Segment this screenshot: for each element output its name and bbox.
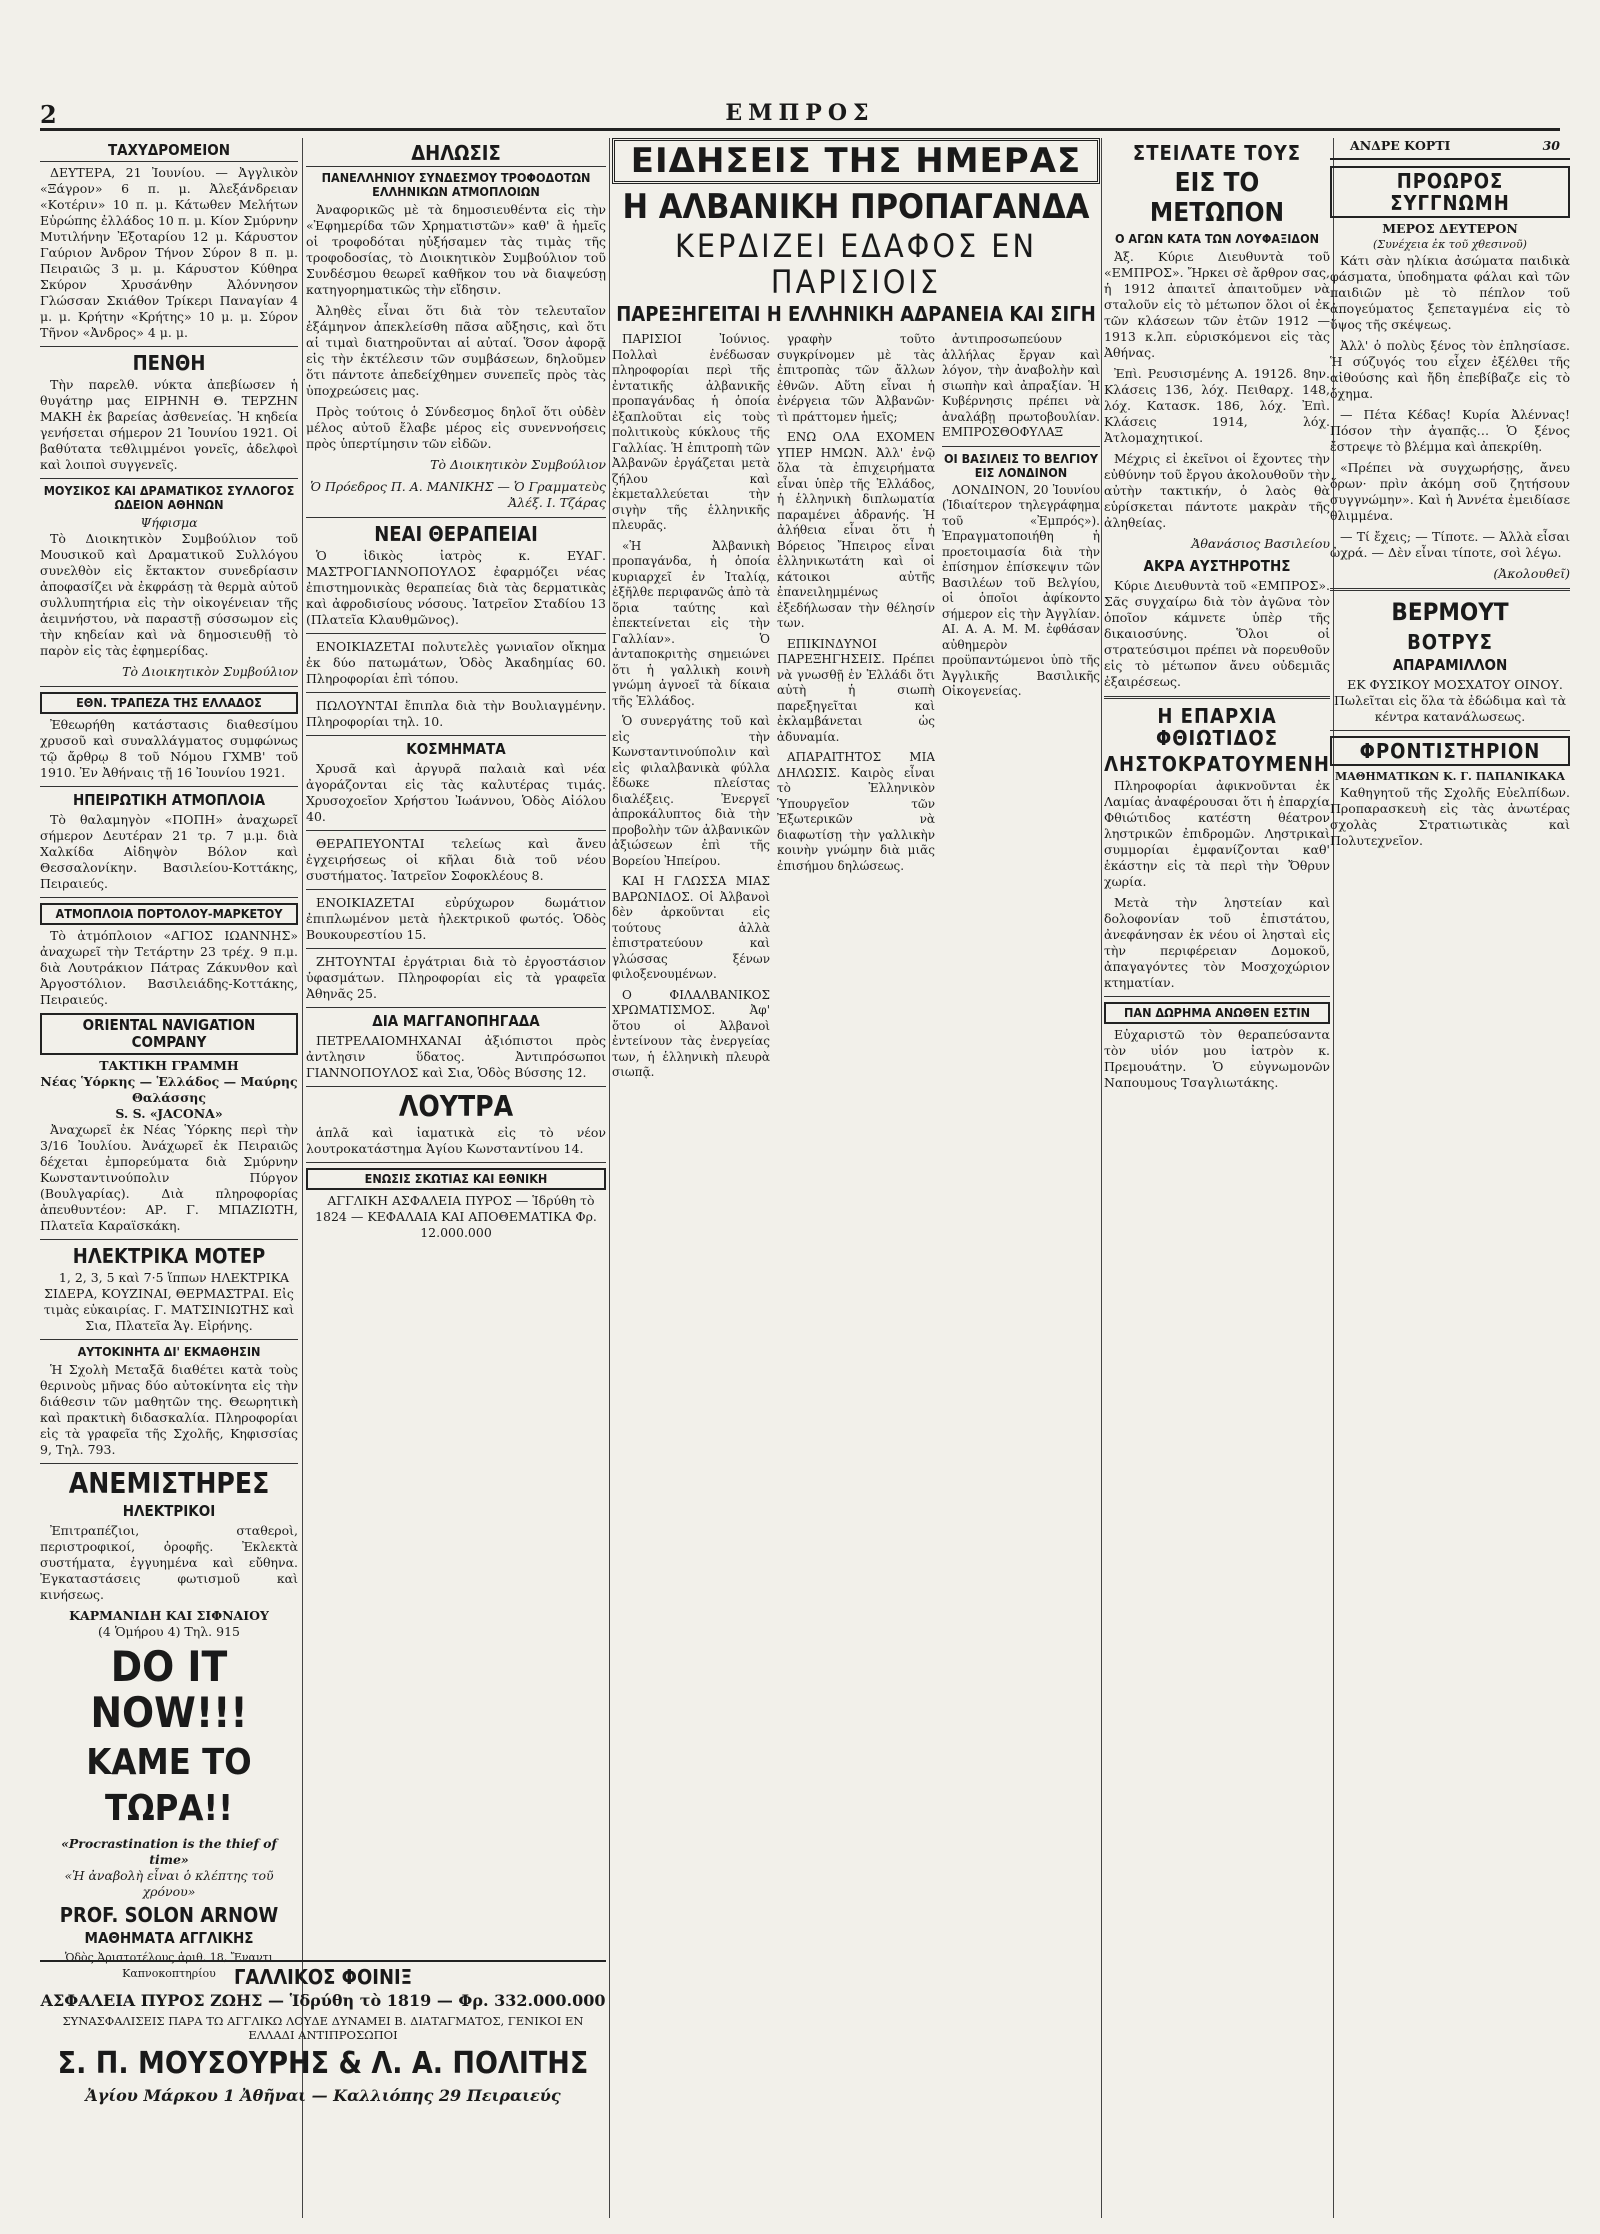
cure-classified: ΘΕΡΑΠΕΥΟΝΤΑΙ τελείως καὶ ἄνευ ἐγχειρήσεως οἱ κῆλαι διὰ τοῦ νέου συστήματος. Ἰατρεῖον Σοφοκλέους 8. (306, 836, 606, 883)
divider (40, 786, 298, 787)
vermouth-text: ΕΚ ΦΥΣΙΚΟΥ ΜΟΣΧΑΤΟΥ ΟΙΝΟΥ. Πωλεῖται εἰς ὅλα τὰ ἐδώδιμα καὶ τὰ κέντρα κατανάλωσεως. (1333, 677, 1567, 724)
column-1 (40, 138, 298, 2218)
novel-paragraph: Ἀλλ' ὁ πολὺς ξένος τὸν ἐπλησίασε. Ἡ σύζυγός του εἶχεν ἐξέλθει τῆς αἰθούσης καὶ ἤδη ἐπεβίβαζε εἰς τὸ ὄχημα. (1330, 338, 1570, 401)
vermouth-heading: ΒΕΡΜΟΥΤ (1391, 598, 1509, 626)
newspaper-title: ΕΜΠΡΟΣ (725, 100, 875, 126)
baths-text: ἁπλᾶ καὶ ἰαματικὰ εἰς τὸ νέον λουτροκατάστημα Ἀγίου Κωνσταντίνου 14. (306, 1125, 606, 1156)
odeion-subheading: Ψήφισμα (140, 515, 198, 530)
post-office-text: ΔΕΥΤΕΡΑ, 21 Ἰουνίου. — Ἀγγλικὸν «Ξάγρον» 6 π. μ. Ἀλεξάνδρειαν «Κοτέριν» 10 π. μ. Κάτωθεν Μελήτων Εὐρώπης ἐλλάδος 10 π. μ. Κίον Σμύρνην Μυτιλήνην Ἐξοταρίου 12 μ. Κάρυστον Γαύριον Ἀνδρον Τήνον Σύρον 8 π. μ. Πειραιῶς 3 μ. μ. Κάρυστον Κύθηρα Σκύρον Χρυσάνθην Ἀλόννησον Γλώσσαν Σκιάθον Τρίκερι Παναγίαν 4 μ. μ. Κρήτην «Κρήτης» 10 μ. μ. Σύρον Τῆνον «Ἀνδρος» 4 μ. μ. (40, 165, 298, 340)
insurance-footer (40, 1960, 606, 2220)
article-paragraph: ΚΑΙ Η ΓΛΩΣΣΑ ΜΙΑΣ ΒΑΡΩΝΙΔΟΣ. Οἱ Ἀλβανοὶ δὲν ἀρκοῦνται εἰς τούτους ἀλλὰ ἐπιστρατεύουν καὶ γλώσσας ξένων φιλοξενουμένων. (612, 874, 770, 981)
article-paragraph: Ο ΦΙΛΑΛΒΑΝΙΚΟΣ ΧΡΩΜΑΤΙΣΜΟΣ. Ἀφ' ὅτου οἱ Ἀλβανοὶ ἐντείνουν τὰς ἐνεργείας των, ἡ ἑλληνικὴ πλευρὰ σιωπᾷ. (612, 987, 770, 1079)
fans-subheading: ΗΛΕΚΤΡΙΚΟΙ (122, 1502, 216, 1520)
portolou-shipping-text: Τὸ ἀτμόπλοιον «ΑΓΙΟΣ ΙΩΑΝΝΗΣ» ἀναχωρεῖ τὴν Τετάρτην 23 τρέχ. 9 π.μ. διὰ Λουτράκιον Πάτρας Ζάκυνθον καὶ Ἀργοστόλιον. Βασιλειάδης-Κοττάκης, Πειραιεύς. (40, 928, 298, 1007)
bandit-ruled-heading: ΛΗΣΤΟΚΡΑΤΟΥΜΕΝΗ (1104, 752, 1330, 776)
mourning-text: Τὴν παρελθ. νύκτα ἀπεβίωσεν ἡ θυγάτηρ μας ΕΙΡΗΝΗ Θ. ΤΕΡΖΗΝ ΜΑΚΗ ἐκ βαρείας ἀσθενείας. Ἡ κηδεία γενήσεται σήμερον 21 Ἰουνίου 1921. Οἱ βαθύτατα τεθλιμμένοι γονεῖς, ἀδελφοὶ καὶ λοιποὶ συγγενεῖς. (40, 377, 298, 472)
phoenix-heading: ΓΑΛΛΙΚΟΣ ΦΟΙΝΙΞ (233, 1965, 413, 1989)
divider (306, 1007, 606, 1008)
phthiotis-heading: Η ΕΠΑΡΧΙΑ ΦΘΙΩΤΙΔΟΣ (1155, 704, 1279, 750)
article-paragraph: ἀντιπροσωπεύουν ἀλλήλας ἔργαν καὶ λόγον, τὴν ἀναβολὴν καὶ σιωπὴν καὶ ἀπραξίαν. Ἡ Κυβέρνησις πρέπει νὰ ἀναλάβῃ πρωτοβουλίαν. ΕΜΠΡΟΣΘΟΦΥΛΑΞ (942, 332, 1100, 439)
insurance-scotland-heading: ΕΝΩΣΙΣ ΣΚΩΤΙΑΣ ΚΑΙ ΕΘΝΙΚΗ (306, 1168, 606, 1190)
rent-classified: ΕΝΟΙΚΙΑΖΕΤΑΙ πολυτελὲς γωνιαῖον οἴκημα ἐκ δύο πατωμάτων, Ὁδὸς Ἀκαδημίας 60. Πληροφορίαι ἐπὶ τόπου. (306, 639, 606, 686)
epirus-shipping-heading: ΗΠΕΙΡΩΤΙΚΗ ΑΤΜΟΠΛΟΙΑ (72, 791, 266, 809)
article-subcolumn (777, 332, 935, 2218)
motors-heading: ΗΛΕΚΤΡΙΚΑ ΜΟΤΕΡ (72, 1244, 266, 1268)
draft-dodgers-subheading: Ο ΑΓΩΝ ΚΑΤΑ ΤΩΝ ΛΟΥΦΑΞΙΔΟΝ (1114, 231, 1320, 246)
professor-name: PROF. SOLON ARNOW (59, 1903, 279, 1927)
agents-names: Σ. Π. ΜΟΥΣΟΥΡΗΣ & Λ. Α. ΠΟΛΙΤΗΣ (57, 2046, 589, 2081)
tutoring-heading: ΦΡΟΝΤΙΣΤΗΡΙΟΝ (1330, 736, 1570, 766)
column-4 (1104, 138, 1330, 2218)
insurance-scotland-text: ΑΓΓΛΙΚΗ ΑΣΦΑΛΕΙΑ ΠΥΡΟΣ — Ἱδρύθη τὸ 1824 — ΚΕΦΑΛΑΙΑ ΚΑΙ ΑΠΟΘΕΜΑΤΙΚΑ Φρ. 12.000.000 (315, 1193, 597, 1240)
news-of-the-day-banner: ΕΙΔΗΣΕΙΣ ΤΗΣ ΗΜΕΡΑΣ (612, 138, 1100, 184)
phthiotis-text: Μετὰ τὴν ληστείαν καὶ δολοφονίαν τοῦ ἐπιστάτου, ἀνεφάνησαν ἐκ νέου οἱ λησταὶ εἰς τὴν περιφέρειαν Δομοκοῦ, ἀπαγαγόντες τὸν Μοσχοχώριον κτηματίαν. (1104, 895, 1330, 990)
oriental-text: Ἀναχωρεῖ ἐκ Νέας Ὑόρκης περὶ τὴν 3/16 Ἰουλίου. Ἀνάχωρεῖ ἐκ Πειραιῶς δέχεται ἐμπορεύματα διὰ Σμύρνην Κωνσταντινούπολιν Πύργον (Βουλγαρίας). Διὰ πληροφορίας ἀπευθυντέον: ΑΡ. Γ. ΜΠΑΖΙΩΤΗ, Πλατεῖα Καραϊσκάκη. (40, 1122, 298, 1233)
masthead-rule (40, 128, 1560, 131)
novel-paragraph: — Πέτα Κέδας! Κυρία Ἀλέννας! Πόσον τὴν ἀγαπᾷς… Ὁ ξένος ἔστρεψε τὸ βλέμμα καὶ ἀπεκρίθη. (1330, 407, 1570, 454)
article-subcolumn (612, 332, 770, 2218)
divider (1104, 996, 1330, 997)
article-paragraph: γραφὴν τοῦτο συγκρίνομεν μὲ τὰς ἐπιτροπὰς τῶν ἄλλων ἐθνῶν. Αὕτη εἶναι ἡ ἐνέργεια τῶν Ἀλβανῶν· τὶ πράττομεν ἡμεῖς; (777, 332, 935, 424)
divider (40, 1239, 298, 1240)
fans-heading: ΑΝΕΜΙΣΤΗΡΕΣ (68, 1467, 270, 1500)
room-classified: ΕΝΟΙΚΙΑΖΕΤΑΙ εὐρύχωρον δωμάτιον ἐπιπλωμένον μετὰ ἠλεκτρικοῦ φωτός. Ὁδὸς Βουκουρεστίου 15. (306, 895, 606, 942)
article-paragraph: «Ἡ Ἀλβανικὴ προπαγάνδα, ἡ ὁποία κυριαρχεῖ ἐν Ἰταλίᾳ, ἐξῆλθε περιφανῶς ἀπὸ τὰ ὅρια ταύτης καὶ ἐπεκτείνεται εἰς τὴν Γαλλίαν». Ὁ ἀνταποκριτὴς σημειώνει ὅτι ἡ γαλλικὴ κοινὴ γνώμη ἀγνοεῖ τὰ δίκαια τῆς Ἑλλάδος. (612, 538, 770, 708)
divider (1104, 696, 1330, 699)
article-paragraph: ΕΠΙΚΙΝΔΥΝΟΙ ΠΑΡΕΞΗΓΗΣΕΙΣ. Πρέπει νὰ γνωσθῇ ἐν Ἑλλάδι ὅτι αὐτὴ ἡ σιωπὴ παρεξηγεῖται καὶ ἐκλαμβάνεται ὡς ἀδυναμία. (777, 636, 935, 744)
mourning-heading: ΠΕΝΘΗ (132, 351, 206, 375)
strictness-text: Κύριε Διευθυντὰ τοῦ «ΕΜΠΡΟΣ». Σᾶς συγχαίρω διὰ τὸν ἀγῶνα τὸν ὁποῖον κάμνετε ὑπὲρ τῆς δικαιοσύνης. Ὅλοι οἱ στρατεύσιμοι πρέπει νὰ πορευθοῦν εἰς τὸ μέτωπον ἄνευ οὐδεμιᾶς ἐξαιρέσεως. (1104, 578, 1330, 689)
statement-signatories: Ὁ Πρόεδρος Π. Α. ΜΑΝΙΚΗΣ — Ὁ Γραμματεὺς Ἀλέξ. Ι. Τζάρας (310, 479, 606, 510)
portolou-shipping-heading: ΑΤΜΟΠΛΟΙΑ ΠΟΡΤΟΛΟΥ-ΜΑΡΚΕΤΟΥ (40, 903, 298, 925)
tutoring-text: Καθηγητοῦ τῆς Σχολῆς Εὐελπίδων. Προπαρασκευὴ εἰς τὰς ἀνωτέρας σχολὰς Στρατιωτικὰς καὶ Πολυτεχνεῖον. (1330, 785, 1570, 848)
well-pumps-heading: ΔΙΑ ΜΑΓΓΑΝΟΠΗΓΑΔΑ (372, 1012, 540, 1030)
professor-address: Ὁδὸς Ἀριστοτέλους ἀριθ. 18, Ἔναντι Καπνοκοπτηρίου (64, 1951, 274, 1980)
gift-heading: ΠΑΝ ΔΩΡΗΜΑ ΑΝΩΘΕΝ ΕΣΤΙΝ (1104, 1002, 1330, 1024)
vermouth-subheading: ΑΠΑΡΑΜΙΛΛΟΝ (1392, 656, 1508, 674)
novel-title: ΠΡΟΩΡΟΣ ΣΥΓΓΝΩΜΗ (1330, 166, 1570, 218)
divider (306, 517, 606, 518)
divider (306, 830, 606, 831)
oriental-subheading: ΤΑΚΤΙΚΗ ΓΡΑΜΜΗ (99, 1058, 239, 1073)
divider (40, 1463, 298, 1464)
column-rule (302, 138, 303, 2218)
odeion-heading: ΜΟΥΣΙΚΟΣ ΚΑΙ ΔΡΑΜΑΤΙΚΟΣ ΣΥΛΛΟΓΟΣ ΩΔΕΙΟΝ ΑΘΗΝΩΝ (43, 483, 295, 512)
divider (40, 686, 298, 687)
statement-paragraph: Ἀναφορικῶς μὲ τὰ δημοσιευθέντα εἰς τὴν «Ἐφημερίδα τῶν Χρηματιστῶν» καθ' ἃ ἡμεῖς οἱ τροφοδόται ηὐξήσαμεν τὰς τιμὰς τῆς τροφοδοσίας, τὸ Διοικητικὸν Συμβούλιον τοῦ Συνδέσμου θεωρεῖ καθῆκον του νὰ διαψεύσῃ κατηγορηματικῶς τὴν εἴδησιν. (306, 202, 606, 297)
divider (306, 692, 606, 693)
statement-signature: Τὸ Διοικητικὸν Συμβούλιον (430, 457, 606, 472)
driving-heading: ΑΥΤΟΚΙΝΗΤΑ ΔΙ' ΕΚΜΑΘΗΣΙΝ (77, 1344, 261, 1359)
epirus-shipping-text: Τὸ θαλαμηγὸν «ΠΟΠΗ» ἀναχωρεῖ σήμερον Δευτέραν 21 τρ. 7 μ.μ. διὰ Χαλκίδα Αἰδηψὸν Βόλον καὶ Θεσσαλονίκην. Βασιλείου-Κοττάκης, Πειραιεύς. (40, 812, 298, 891)
bank-text: Ἐθεωρήθη κατάστασις διαθεσίμου χρυσοῦ καὶ συναλλάγματος συμφώνως τῷ ἄρθρῳ 8 τοῦ Νόμου ΓΧΜΒ' τοῦ 1910. Ἐν Ἀθήναις τῇ 16 Ἰουνίου 1921. (40, 717, 298, 780)
feuilleton-header (1330, 138, 1570, 160)
divider (306, 735, 606, 736)
agents-text: ΣΥΝΑΣΦΑΛΙΣΕΙΣ ΠΑΡΑ ΤΩ ΑΓΓΛΙΚΩ ΛΟΥΔΕ ΔΥΝΑΜΕΙ Β. ΔΙΑΤΑΓΜΑΤΟΣ, ΓΕΝΙΚΟΙ ΕΝ ΕΛΛΑΔΙ ΑΝΤΙΠΡΟΣΩΠΟΙ (62, 2014, 584, 2042)
novel-part: ΜΕΡΟΣ ΔΕΥΤΕΡΟΝ (1382, 221, 1518, 236)
phoenix-text: ΑΣΦΑΛΕΙΑ ΠΥΡΟΣ ΖΩΗΣ — Ἱδρύθη τὸ 1819 — Φρ. 332.000.000 (40, 1991, 606, 2010)
lead-headline: Η ΑΛΒΑΝΙΚΗ ΠΡΟΠΑΓΑΝΔΑ (622, 187, 1090, 227)
article-paragraph: ΕΝΩ ΟΛΑ ΕΧΟΜΕΝ ΥΠΕΡ ΗΜΩΝ. Ἀλλ' ἐνῷ ὅλα τὰ ἐπιχειρήματα εἶναι ὑπὲρ τῆς Ἑλλάδος, ἡ ἑλληνικὴ διπλωματία παραμένει ἀδρανής. Ἡ ἀλήθεια εἶναι ὅτι ἡ Βόρειος Ἤπειρος εἶναι ἑλληνικωτάτη καὶ οἱ κάτοικοι αὐτῆς ἐπανειλημμένως ἐξεδήλωσαν τὴν θέλησίν των. (777, 430, 935, 630)
page-number: 2 (40, 100, 57, 129)
column-rule (609, 138, 610, 2218)
divider (40, 897, 298, 898)
article-subcolumn (942, 332, 1100, 2218)
statement-subheading: ΠΑΝΕΛΛΗΝΙΟΥ ΣΥΝΔΕΣΜΟΥ ΤΡΟΦΟΔΟΤΩΝ ΕΛΛΗΝΙΚΩΝ ΑΤΜΟΠΛΟΙΩΝ (321, 170, 591, 199)
divider (306, 948, 606, 949)
baths-heading: ΛΟΥΤΡΑ (398, 1090, 514, 1123)
driving-text: Ἡ Σχολὴ Μεταξᾶ διαθέτει κατὰ τοὺς θερινοὺς μῆνας δύο αὐτοκίνητα εἰς τὴν διάθεσιν τῶν μαθητῶν της. Θεωρητικὴ καὶ πρακτικὴ διδασκαλία. Πληροφορίαι εἰς τὰ γραφεῖα τῆς Σχολῆς, Κηφισσίας 9, Τηλ. 793. (40, 1362, 298, 1457)
statement-paragraph: Ἀληθὲς εἶναι ὅτι διὰ τὸν τελευταῖον ἑξάμηνον ἀπεκλείσθη πᾶσα αὔξησις, καὶ ὅτι αἱ τιμαὶ διατηροῦνται αἱ αὐταί. Ὅσον ἀφορᾷ εἰς τὴν ἐκτέλεσιν τῶν συμβάσεων, δηλοῦμεν ὅτι πάντοτε ἀπεδείχθημεν συνεπεῖς πρὸς τὰς ὑποχρεώσεις μας. (306, 303, 606, 398)
divider (1330, 588, 1570, 591)
workers-wanted-classified: ΖΗΤΟΥΝΤΑΙ ἐργάτριαι διὰ τὸ ἐργοστάσιον ὑφασμάτων. Πληροφορίαι εἰς τὰ γραφεῖα Ἀθηνᾶς 25. (306, 954, 606, 1001)
installment-number: 30 (1542, 138, 1560, 153)
new-therapies-heading: ΝΕΑΙ ΘΕΡΑΠΕΙΑΙ (374, 522, 538, 546)
tutoring-subheading: ΜΑΘΗΜΑΤΙΚΩΝ Κ. Γ. ΠΑΠΑΝΙΚΑΚΑ (1335, 770, 1565, 783)
kame-to-tora-slogan: ΚΑΜΕ ΤΟ ΤΩΡΑ!! (86, 1742, 252, 1829)
column-5 (1330, 138, 1570, 2218)
belgian-royals-heading: ΟΙ ΒΑΣΙΛΕΙΣ ΤΟ ΒΕΛΓΙΟΥ ΕΙΣ ΛΟΝΔΙΝΟΝ (943, 450, 1099, 480)
front-letter-text: Ἀξ. Κύριε Διευθυντὰ τοῦ «ΕΜΠΡΟΣ». Ἤρκει σὲ ἄρθρον σας, ἡ 1912 ἀπαιτεῖ ἀπαιτοῦμεν νὰ σταλοῦν εἰς τὸ μέτωπον ὅλοι οἱ ἐκ τῶν κλάσεων τῶν ἐτῶν 1912 — 1913 κ.λπ. εὑρισκόμενοι εἰς τὰς Ἀθήνας. (1104, 249, 1330, 360)
well-pumps-text: ΠΕΤΡΕΛΑΙΟΜΗΧΑΝΑΙ ἀξιόπιστοι πρὸς ἀντλησιν ὕδατος. Ἀντιπρόσωποι ΓΙΑΝΝΟΠΟΥΛΟΣ καὶ Σια, Ὁδὸς Βύσσης 12. (306, 1033, 606, 1080)
post-office-heading: ΤΑΧΥΔΡΟΜΕΙΟΝ (40, 142, 298, 162)
odeion-text: Τὸ Διοικητικὸν Συμβούλιον τοῦ Μουσικοῦ καὶ Δραματικοῦ Συλλόγου συνελθὸν εἰς ἔκτακτον συνεδρίασιν ἀποφασίζει νὰ ἐκφράσῃ τὰ θερμὰ αὐτοῦ συλλυπητήρια εἰς τὴν οἰκογένειαν τῆς ἀειμνήστου, νὰ παραστῇ σύσσωμον εἰς τὴν κηδείαν καὶ νὰ δημοσιευθῇ τὸ παρὸν εἰς τὰς ἐφημερίδας. (40, 531, 298, 658)
statement-paragraph: Πρὸς τούτοις ὁ Σύνδεσμος δηλοῖ ὅτι οὐδὲν μέλος αὐτοῦ ἔλαβε μέρος εἰς συνεννοήσεις πρὸς ὑπερτίμησιν τῶν εἰδῶν. (306, 404, 606, 451)
oriental-route: Νέας Ὑόρκης — Ἑλλάδος — Μαύρης Θαλάσσης (40, 1074, 298, 1105)
divider (306, 1162, 606, 1163)
novel-paragraph: — Τί ἔχεις; — Τίποτε. — Ἀλλὰ εἶσαι ὠχρά. — Δὲν εἶναι τίποτε, σοὶ λέγω. (1330, 529, 1570, 560)
oriental-ship: S. S. «JACONA» (115, 1106, 223, 1121)
jewelry-text: Χρυσᾶ καὶ ἀργυρᾶ παλαιὰ καὶ νέα ἀγοράζονται εἰς τὰς καλυτέρας τιμάς. Χρυσοχοεῖον Χρήστου Ἰωάννου, Ὁδὸς Αἰόλου 40. (306, 761, 606, 824)
to-the-front-heading: ΕΙΣ ΤΟ ΜΕΤΩΠΟΝ (1149, 168, 1285, 228)
send-them-heading: ΣΤΕΙΛΑΤΕ ΤΟΥΣ (1132, 141, 1302, 165)
article-paragraph: ΑΠΑΡΑΙΤΗΤΟΣ ΜΙΑ ΔΗΛΩΣΙΣ. Καιρὸς εἶναι τὸ Ἑλληνικὸν Ὑπουργεῖον τῶν Ἐξωτερικῶν νὰ διαφωτίσῃ τὴν γαλλικὴν κοινὴν γνώμην διὰ μιᾶς ἐπισήμου δηλώσεως. (777, 750, 935, 873)
odeion-signature: Τὸ Διοικητικὸν Συμβούλιον (122, 664, 298, 679)
article-paragraph: Ὁ συνεργάτης τοῦ καὶ εἰς τὴν Κωνσταντινούπολιν καὶ εἰς φιλαλβανικὰ φύλλα ἔδωκε πλείστας διαλέξεις. Ἐνεργεῖ ἀπροκάλυπτος διὰ τὴν προβολὴν τῶν ἀλβανικῶν ἀξιώσεων ἐπὶ τῆς Βορείου Ἠπείρου. (612, 714, 770, 868)
column-2 (306, 138, 606, 1958)
motors-text: 1, 2, 3, 5 καὶ 7·5 ἵππων ΗΛΕΚΤΡΙΚΑ ΣΙΔΕΡΑ, ΚΟΥΖΙΝΑΙ, ΘΕΡΜΑΣΤΡΑΙ. Εἰς τιμὰς εὐκαιρίας. Γ. ΜΑΤΣΙΝΙΩΤΗΣ καὶ Σια, Πλατεῖα Ἁγ. Εἰρήνης. (43, 1270, 295, 1333)
divider (1330, 730, 1570, 731)
vermouth-brand: ΒΟΤΡΥΣ (1407, 630, 1493, 654)
procrastination-quote-greek: «Ἡ ἀναβολὴ εἶναι ὁ κλέπτης τοῦ χρόνου» (64, 1868, 274, 1899)
english-lessons: ΜΑΘΗΜΑΤΑ ΑΓΓΛΙΚΗΣ (84, 1929, 254, 1947)
front-letter-text: Μέχρις εἰ ἐκεῖνοι οἱ ἔχοντες τὴν εὐθύνην τοῦ ἔργου ἀκολουθοῦν τὴν αὐτὴν τακτικήν, ὁ λαὸς θὰ εὑρίσκεται πάντοτε μακρὰν τῆς ἀληθείας. (1104, 451, 1330, 530)
divider (40, 346, 298, 347)
statement-heading: ΔΗΛΩΣΙΣ (306, 142, 606, 167)
divider (40, 1339, 298, 1340)
divider (306, 1086, 606, 1087)
divider (306, 633, 606, 634)
novel-continued: (Συνέχεια ἐκ τοῦ χθεσινοῦ) (1373, 238, 1527, 251)
front-letter-text: Ἐπὶ. Ρευσισμένης Α. 1912δ. 8ην. Κλάσεις 136, λόχ. Πειθαρχ. 148, λόχ. Κατασκ. 186, λόχ. Ἐπὶ. Κλάσεις 1914, λόχ. Ἀτλομαχητικοί. (1104, 366, 1330, 445)
column-3 (612, 138, 1100, 2218)
phthiotis-text: Πληροφορίαι ἀφικνοῦνται ἐκ Λαμίας ἀναφέρουσαι ὅτι ἡ ἐπαρχία Φθιώτιδος κατέστη θέατρον ληστρικῶν ἐπιδρομῶν. Ληστρικαὶ συμμορίαι ἐμφανίζονται καθ' ἑκάστην εἰς τὰ περὶ τὴν Ὄθρυν χωρία. (1104, 778, 1330, 889)
novel-paragraph: «Πρέπει νὰ συγχωρήσῃς, ἄνευ ὅρων· πρὶν ἀκόμη σοῦ ζητήσουν συγγνώμην». Καὶ ἡ Ἀννέτα ἐμειδίασε θλιμμένα. (1330, 460, 1570, 523)
fans-text: Ἐπιτραπέζιοι, σταθεροὶ, περιστροφικοί, ὀροφῆς. Ἐκλεκτὰ συστήματα, ἐγγυημένα καὶ εὔθηνα. Ἐγκαταστάσεις φωτισμοῦ καὶ κινήσεως. (40, 1523, 298, 1602)
sale-classified: ΠΩΛΟΥΝΤΑΙ ἔπιπλα διὰ τὴν Βουλιαγμένην. Πληροφορίαι τηλ. 10. (306, 698, 606, 729)
procrastination-quote: «Procrastination is the thief of time» (61, 1836, 277, 1867)
lead-subheadline: ΚΕΡΔΙΖΕΙ ΕΔΑΦΟΣ ΕΝ ΠΑΡΙΣΙΟΙΣ (674, 227, 1038, 301)
column-rule (1101, 138, 1102, 2218)
fans-firm: ΚΑΡΜΑΝΙΔΗ ΚΑΙ ΣΙΦΝΑΙΟΥ (69, 1608, 269, 1623)
divider (40, 478, 298, 479)
lead-deck: ΠΑΡΕΞΗΓΕΙΤΑΙ Η ΕΛΛΗΝΙΚΗ ΑΔΡΑΝΕΙΑ ΚΑΙ ΣΙΓΗ (616, 302, 1096, 326)
article-paragraph: ΠΑΡΙΣΙΟΙ Ἰούνιος. Πολλαὶ ἐνέδωσαν πληροφορίαι περὶ τῆς ἐντατικῆς ἀλβανικῆς προπαγάνδας ἡ ὁποία ἐξαπλοῦται εἰς τοὺς πολιτικοὺς κύκλους τῆς Γαλλίας. Ἡ ἐπιτροπὴ τῶν Ἀλβανῶν ἐργάζεται μετὰ ζήλου καὶ ἐκμεταλλεύεται τὴν σιγὴν τῆς ἑλληνικῆς πλευρᾶς. (612, 332, 770, 532)
jewelry-heading: ΚΟΣΜΗΜΑΤΑ (406, 740, 506, 758)
fans-address: (4 Ὁμήρου 4) Τηλ. 915 (98, 1624, 240, 1639)
novel-paragraph: Κάτι σὰν ηλίκια ἀσώματα παιδικὰ φάσματα, ὑποδηματα φάλαι καὶ τῶν παιδιῶν μὲ τὸ πέπλον τοῦ ἀπογεύματος ξεπεταγμένα εἰς τὸ ὕψος τῆς σκέψεως. (1330, 253, 1570, 332)
divider (942, 446, 1100, 447)
do-it-now-slogan: DO IT NOW!!! (90, 1642, 248, 1737)
front-letter-signature: Ἀθανάσιος Βασιλείου (1191, 536, 1330, 551)
bank-heading: ΕΘΝ. ΤΡΑΠΕΖΑ ΤΗΣ ΕΛΛΑΔΟΣ (40, 692, 298, 714)
masthead (40, 100, 1560, 130)
divider (306, 889, 606, 890)
belgian-royals-text: ΛΟΝΔΙΝΟΝ, 20 Ἰουνίου (Ἰδιαίτερον τηλεγράφημα τοῦ «Ἐμπρός»). Ἐπραγματοποιήθη ἡ προετοιμασία διὰ τὴν ἐπίσημον ἐπίσκεψιν τῶν Βασιλέων τοῦ Βελγίου, οἱ ὁποῖοι ἀφίκοντο σήμερον εἰς τὴν Ἀγγλίαν. ΑΙ. Α. Α. Μ. Μ. ἐφθάσαν αὐθημερὸν προϋπαντώμενοι ὑπὸ τῆς Ἀγγλικῆς Βασιλικῆς Οἰκογενείας. (942, 482, 1100, 698)
new-therapies-text: Ὁ ἰδικὸς ἰατρὸς κ. ΕΥΑΓ. ΜΑΣΤΡΟΓΙΑΝΝΟΠΟΥΛΟΣ ἐφαρμόζει νέας ἐπιστημονικὰς θεραπείας διὰ τὰς δερματικὰς καὶ ἀφροδισίους νόσους. Ἰατρεῖον Σταδίου 13 (Πλατεῖα Κλαυθμῶνος). (306, 548, 606, 627)
agents-address: Ἀγίου Μάρκου 1 Ἀθῆναι — Καλλιόπης 29 Πειραιεύς (85, 2086, 561, 2105)
oriental-heading: ORIENTAL NAVIGATION COMPANY (40, 1013, 298, 1055)
strictness-heading: ΑΚΡΑ ΑΥΣΤΗΡΟΤΗΣ (1143, 557, 1291, 575)
author-name: ΑΝΔΡΕ ΚΟΡΤΙ (1350, 138, 1451, 153)
to-be-continued: (Ἀκολουθεῖ) (1493, 566, 1570, 581)
gift-text: Εὐχαριστῶ τὸν θεραπεύσαντα τὸν υἱόν μου ἰατρὸν κ. Πρεμουάτην. Ὁ εὐγνωμονῶν Ναπουμους Τσαγλιωτάκης. (1104, 1027, 1330, 1090)
